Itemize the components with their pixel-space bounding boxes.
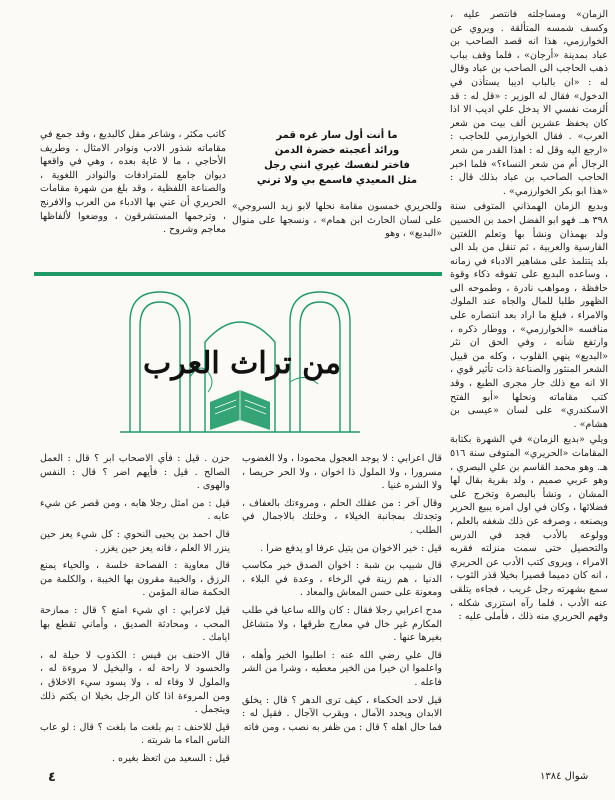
poem-verse <box>232 128 442 188</box>
saying: قيل : السعيد من اتعظ بغيره . <box>111 752 230 764</box>
saying: قال شبيب بن شبة : اخوان الصدق خير مكاسب الدنيا ، هم زينة في الرخاء ، وعدة في البلاء ، ومعونة على حسن المعاش والمعاد . <box>242 560 442 599</box>
saying: قال الاحنف بن قيس : الكذوب لا حيلة له ، والحسود لا راحة له ، والبخيل لا مروءة له ، والملول لا وفاء له ، ولا يسود سيء الاخلاق ، ومن المروءة اذا كان الرجل بخيلا ان يكتم ذلك ويتجمل . <box>40 649 230 716</box>
section-title: من تراث العرب <box>142 346 342 381</box>
saying: قال علي رضي الله عنه : اطلبوا الخير وأهله ، واعلموا ان خيرا من الخير معطيه ، وشرا من الشر فاعله . <box>242 649 442 688</box>
saying: قيل : خير الاخوان من يتيل عرفا او يدفع ضرا . <box>260 542 442 554</box>
saying: قيل للاحنف : بم بلغت ما بلغت ؟ قال : لو عاب الناس الماء ما شربته . <box>40 721 230 747</box>
saying: قيل : من امثل رجلا هابه ، ومن قصر عن شيء عابه . <box>40 497 230 523</box>
saying: حزن . قيل : فأي الاصحاب ابر ؟ قال : العمل الصالح . قيل : فأيهم اضر ؟ قال : النفس والهوى . <box>40 453 230 492</box>
left-top-paragraph: كاتب مكثر ، وشاعر مقل كالبديع ، وقد جمع في مقاماته شذور الادب ونوادر الامثال ، وطريف الأحاجي ، ما لا غاية بعده ، وهي في واقعها ديوان جامع للمترادفات والنوادر اللغوية ، والصناعة اللفظية ، وقد بلغ من شهرة مقامات الحريري أن عني بها الادباء من العرب والافرنج ، وترجمها المستشرقون ، ووضعوا لألفاظها معاجم وشروح . <box>40 129 226 236</box>
saying: مدح اعرابي رجلا فقال : كان والله ساعيا في طلب المكارم غير خال في معارج طرقها ، ولا متشاغل بغيرها عنها . <box>242 604 442 644</box>
saying: قيل لاحد الحكماء ، كيف ترى الدهر ؟ قال : يخلق الابدان ويجدد الآمال ، ويقرب الآجال . فقيل له : فما حال اهله ؟ قال : من ظفر به نصب ، ومن فاته <box>242 694 442 733</box>
verse-line: ما أنت أول سار غره قمر <box>276 130 398 141</box>
middle-top-paragraph: وللحريري خمسون مقامة نحلها لابو زيد السروجي» على لسان الحارث ابن همام» ، ونسجها على منوال «البديع» ، وهو <box>232 201 442 240</box>
issue-date: شوال ١٣٨٤ <box>540 771 589 782</box>
middle-bottom-column <box>242 452 442 772</box>
verse-line: فاختر لنفسك غيري انني رجل <box>264 160 410 171</box>
right-paragraph-1: الزمان» ومساجلته فانتصر عليه ، وكسف شمسه المتألقة . ويروي عن الخوارزمي، هذا انه قصد الصاحب بن عباد بمدينة «أرجان» ، فلما وقف بباب ذهب الحاجب الى الصاحب بن عباد وقال له : «ان بالباب اديبا يستأذن في الدخول» فقال له الوزير : «قل له : قد ألزمت نفسي الا يدخل علي اديب الا اذا كان يحفظ عشرين ألف بيت من شعر العرب» . فقال الخوارزمي للحاجب : «ارجع اليه وقل له : اهذا القدر من شعر الرجال أم من شعر النساء؟» فلما اخبر الحاجب الصاحب بن عباد بذلك قال : «هذا ابو بكر الخوارزمي» . <box>450 9 608 197</box>
middle-top-column <box>232 200 442 270</box>
right-paragraph-2: وبديع الزمان الهمذاني المتوفى سنة ٣٩٨ هـ. فهو ابو الفضل احمد بن الحسين ولد بهمذان ونشأ بها وتعلم اللغتين الفارسية والعربية ، ثم تنقل من بلد الى بلد يتتلمذ على مشاهير الادباء في زمانه ، وساعده البديع على تفوقه ذكاء وقوة حافظة ، ومواهب نادرة ، وطموحه الى الظهور طلبا للمال والجاه عند الملوك والامراء ، فبلغ ما اراد بعد انتصاره على منافسه «الخوارزمي» ، ووطار ذكره ، وارتفع شأنه ، وفي الحق ان نثر «البديع» ينهي القلوب ، وكله من قبيل الشعر المنثور والصناعة ذات تأثير قوي ، الا انه مع ذلك جار مجرى الطبع ، وقد كتب مقاماته ونحلها «أبو الفتح الاسكندري» على لسان «عيسى بن هشام» . <box>450 201 608 430</box>
saying: قال احمد بن يحيى النحوي : كل شيء يعز حين ينزر الا العلم ، فانه يعز حين يغزر . <box>40 528 230 554</box>
page-number: ٤ <box>48 770 56 785</box>
saying: قال اعرابي : لا يوجد العجول محمودا ، ولا الغضوب مسرورا ، ولا الملول ذا اخوان ، ولا الحر حريصا ، ولا الشره غنيا . <box>242 453 442 492</box>
verse-line: مثل المعيدي فاسمع بي ولا ترني <box>256 175 418 186</box>
saying: وقال آخر : من عقلك الحلم ، ومروءتك بالعفاف ، وتجدتك بمجانبة الخيلاء ، وخلتك بالاجمال في الطلب . <box>242 497 442 536</box>
left-bottom-column <box>40 452 230 772</box>
right-paragraph-3: ويلي «بديع الزمان» في الشهرة بكتابة المقامات «الحريري» المتوفى سنة ٥١٦ هـ. وهو محمد القاسم بن علي البصري ، وهو عربي صميم ، ولد بقرية بقال لها المشان ، ونشأ بالبصرة وتخرج على فضلائها ، وكان في اول امره يبيع الحرير ويصنعه ، وصرفه عن ذلك شغفه بالعلم ، وولوعه بالأدب فجد في الدرس والتحصيل حتى سمت منزلته فقربه الامراء ، ويروى كتب الأدب عن الحريري ، انه كان دميما قصيرا بخيلا قذر الثوب ، سمع بشهرته رجل غريب ، فجاءه يتلقى عنه الأدب ، فلما رآه استزرى شكله ، وفهم الحريري منه ذلك ، فأملى عليه : <box>450 434 608 623</box>
saying: قيل لاعرابي : اي شيء امتع ؟ قال : ممازحة المحب ، ومحادثة الصديق ، وأماني تقطع بها ايامك . <box>40 604 230 644</box>
right-column <box>450 8 608 770</box>
green-divider <box>34 272 442 276</box>
saying: قال معاوية : الفصاحة خلسة ، والحياء يمنع الرزق ، والخيبة مقرون بها الخيبة ، والكلمة من الحكمة ضالة المؤمن . <box>40 560 230 599</box>
left-top-column <box>40 128 226 270</box>
verse-line: ورائد أعجبته خضرة الدمن <box>274 145 400 156</box>
